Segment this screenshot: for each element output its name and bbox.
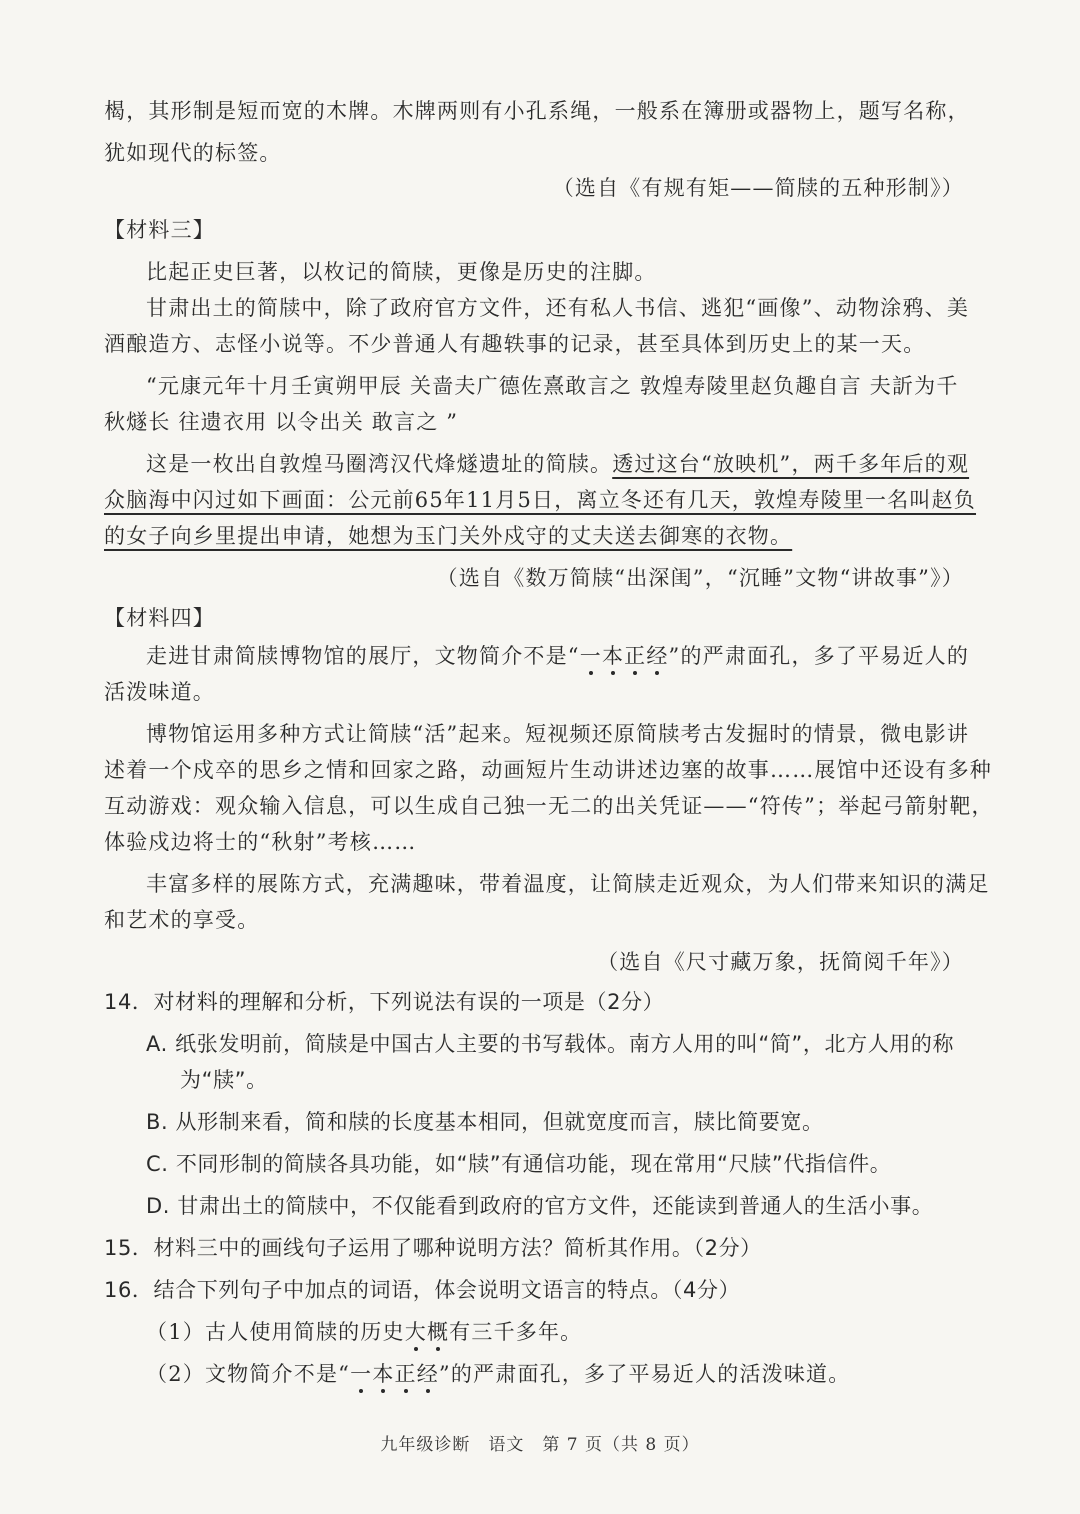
emphasis-char: 经 bbox=[646, 644, 669, 668]
material2-source: （选自《有规有矩——简牍的五种形制》） bbox=[552, 176, 964, 200]
option-c: C. 不同形制的简牍各具功能，如“牍”有通信功能，现在常用“尺牍”代指信件。 bbox=[146, 1152, 892, 1176]
plain-text: 有三千多年。 bbox=[449, 1320, 583, 1344]
material3-paragraph bbox=[146, 450, 1016, 478]
emphasis-char: 本 bbox=[601, 644, 625, 668]
material3-paragraph: 甘肃出土的简牍中，除了政府官方文件，还有私人书信、逃犯“画像”、动物涂鸦、美 bbox=[146, 296, 970, 320]
material4-paragraph: 体验戍边将士的“秋射”考核…… bbox=[104, 830, 417, 854]
emphasis-char: 一 bbox=[350, 1362, 373, 1386]
emphasis-char: 概 bbox=[426, 1320, 450, 1344]
material4-paragraph: 互动游戏：观众输入信息，可以生成自己独一无二的出关凭证——“符传”；举起弓箭射靶， bbox=[104, 794, 994, 818]
material2-text-line: 犹如现代的标签。 bbox=[104, 141, 282, 165]
plain-text: （1）古人使用简牍的历史 bbox=[146, 1320, 405, 1344]
emphasis-char: 正 bbox=[394, 1362, 417, 1386]
plain-text: （2）文物简介不是“ bbox=[146, 1362, 351, 1386]
emphasis-char: 经 bbox=[416, 1362, 439, 1386]
question-16-item-2 bbox=[146, 1360, 1016, 1388]
material3-quote: “元康元年十月壬寅朔甲辰 关啬夫广德佐熹敢言之 敦煌寿陵里赵负趣自言 夫訢为千 bbox=[146, 374, 959, 398]
plain-text: 这是一枚出自敦煌马圈湾汉代烽燧遗址的简牍。 bbox=[146, 452, 613, 476]
underlined-sentence: 众脑海中闪过如下画面：公元前65年11月5日，离立冬还有几天，敦煌寿陵里一名叫赵负 bbox=[104, 488, 977, 512]
question-16: 16．结合下列句子中加点的词语，体会说明文语言的特点。（4分） bbox=[104, 1278, 741, 1302]
material3-source: （选自《数万简牍“出深闺”，“沉睡”文物“讲故事”》） bbox=[436, 566, 964, 590]
question-16-item-1 bbox=[146, 1318, 1016, 1346]
emphasis-char: 一 bbox=[579, 644, 602, 668]
option-a: 为“牍”。 bbox=[180, 1068, 268, 1092]
plain-text: ”的严肃面孔，多了平易近人的 bbox=[668, 644, 970, 668]
material4-paragraph: 博物馆运用多种方式让简牍“活”起来。短视频还原简牍考古发掘时的情景，微电影讲 bbox=[146, 722, 970, 746]
emphasis-char: 正 bbox=[624, 644, 647, 668]
material3-quote: 秋燧长 往遗衣用 以令出关 敢言之 ” bbox=[104, 410, 459, 434]
question-15: 15．材料三中的画线句子运用了哪种说明方法？简析其作用。（2分） bbox=[104, 1236, 762, 1260]
dotted-word bbox=[350, 1362, 439, 1386]
material3-paragraph: 比起正史巨著，以枚记的简牍，更像是历史的注脚。 bbox=[146, 260, 657, 284]
dotted-word bbox=[580, 644, 669, 668]
plain-text: ”的严肃面孔，多了平易近人的活泼味道。 bbox=[438, 1362, 851, 1386]
material4-source: （选自《尺寸藏万象，抚简阅千年》） bbox=[597, 950, 964, 974]
underlined-sentence: 的女子向乡里提出申请，她想为玉门关外戍守的丈夫送去御寒的衣物。 bbox=[104, 524, 793, 548]
material4-paragraph: 述着一个戍卒的思乡之情和回家之路，动画短片生动讲述边塞的故事……展馆中还设有多种 bbox=[104, 758, 992, 782]
material2-text-line: 楬，其形制是短而宽的木牌。木牌两则有小孔系绳，一般系在簿册或器物上，题写名称， bbox=[104, 99, 970, 123]
material3-heading: 【材料三】 bbox=[104, 218, 215, 242]
material3-paragraph bbox=[104, 486, 977, 514]
option-d: D. 甘肃出土的简牍中，不仅能看到政府的官方文件，还能读到普通人的生活小事。 bbox=[146, 1194, 934, 1218]
question-14: 14．对材料的理解和分析，下列说法有误的一项是（2分） bbox=[104, 990, 665, 1014]
dotted-word bbox=[405, 1320, 449, 1344]
page-footer: 九年级诊断 语文 第 7 页（共 8 页） bbox=[380, 1435, 700, 1455]
material3-paragraph bbox=[104, 522, 974, 550]
emphasis-char: 本 bbox=[372, 1362, 395, 1386]
option-a: A. 纸张发明前，简牍是中国古人主要的书写载体。南方人用的叫“简”，北方人用的称 bbox=[146, 1032, 955, 1056]
option-b: B. 从形制来看，简和牍的长度基本相同，但就宽度而言，牍比简要宽。 bbox=[146, 1110, 824, 1134]
material4-paragraph bbox=[146, 642, 1016, 670]
emphasis-char: 大 bbox=[404, 1320, 427, 1344]
material4-heading: 【材料四】 bbox=[104, 606, 215, 630]
material3-paragraph: 酒酿造方、志怪小说等。不少普通人有趣轶事的记录，甚至具体到历史上的某一天。 bbox=[104, 332, 926, 356]
material4-paragraph: 和艺术的享受。 bbox=[104, 908, 260, 932]
underlined-sentence: 透过这台“放映机”，两千多年后的观 bbox=[612, 452, 970, 476]
material4-paragraph: 活泼味道。 bbox=[104, 680, 215, 704]
material4-paragraph: 丰富多样的展陈方式，充满趣味，带着温度，让简牍走近观众，为人们带来知识的满足 bbox=[146, 872, 990, 896]
plain-text: 走进甘肃简牍博物馆的展厅，文物简介不是“ bbox=[146, 644, 580, 668]
